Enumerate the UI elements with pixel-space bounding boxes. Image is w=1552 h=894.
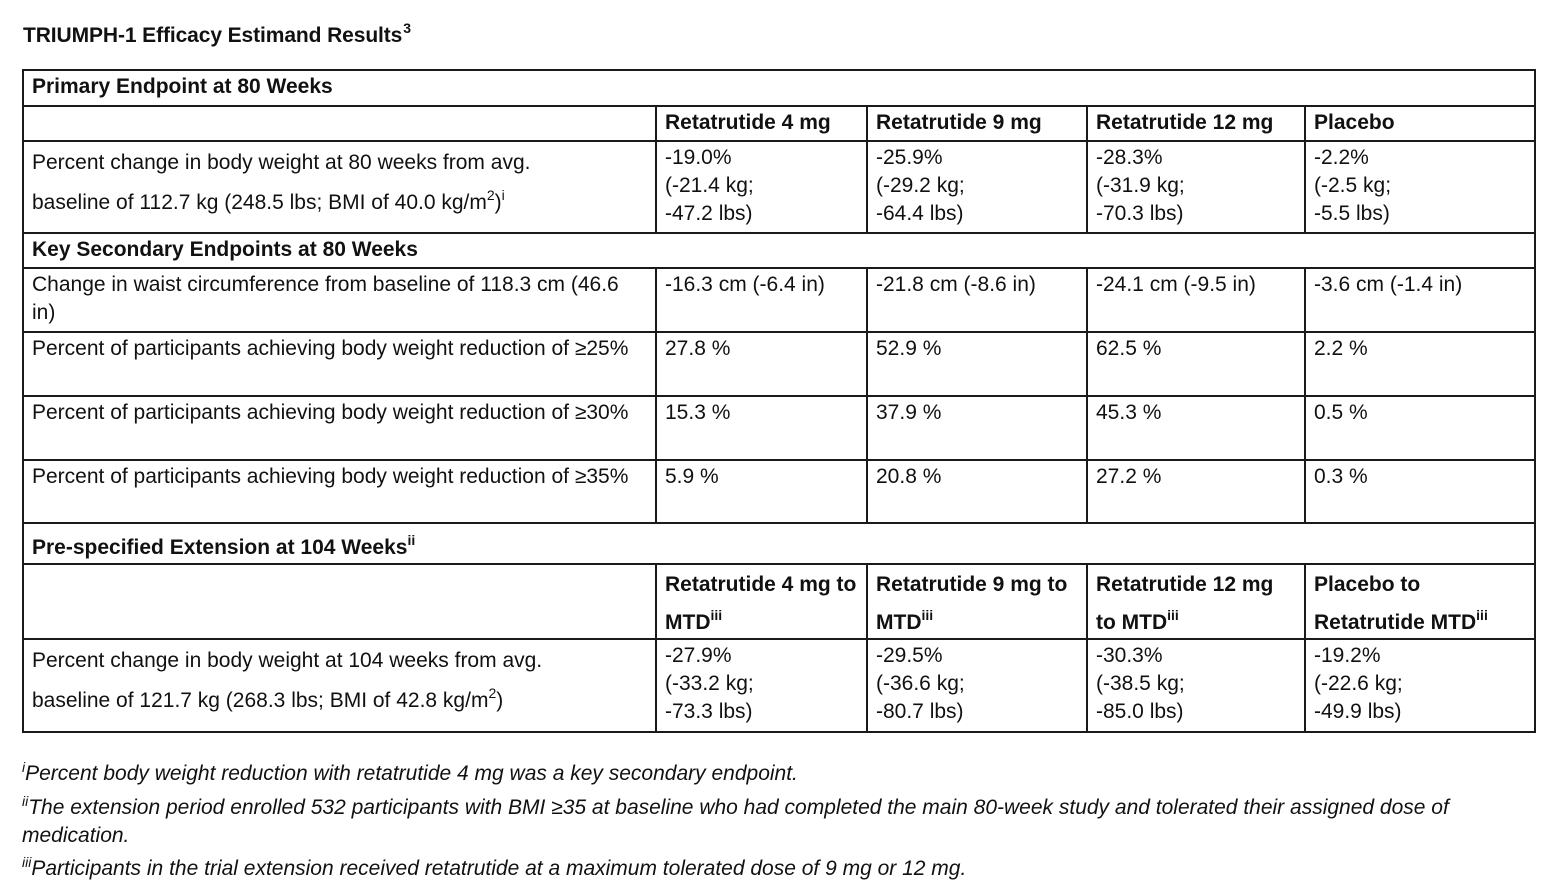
value-cell: 5.9 %	[656, 460, 867, 523]
header-retatrutide-9mg: Retatrutide 9 mg	[867, 106, 1087, 141]
value-cell: 2.2 %	[1305, 332, 1535, 396]
table-row	[23, 268, 1535, 332]
value-cell: -28.3% (-31.9 kg; -70.3 lbs)	[1087, 141, 1305, 233]
section-row-secondary	[23, 233, 1535, 268]
value-cell: 27.2 %	[1087, 460, 1305, 523]
page-title	[23, 20, 411, 48]
header-retatrutide-4mg-to-mtd: Retatrutide 4 mg to MTD$^{iii}$	[656, 564, 867, 639]
section-row-primary	[23, 70, 1535, 106]
value-cell: -29.5% (-36.6 kg; -80.7 lbs)	[867, 639, 1087, 732]
header-row-primary	[23, 106, 1535, 141]
value-cell: -19.2% (-22.6 kg; -49.9 lbs)	[1305, 639, 1535, 732]
header-retatrutide-9mg-to-mtd: Retatrutide 9 mg to MTD$^{iii}$	[867, 564, 1087, 639]
value-cell: 27.8 %	[656, 332, 867, 396]
footnote-ii: $^{ii}$The extension period enrolled 532 participants with BMI ≥35 at baseline who had completed the main 80-week study and tolerated their assigned dose of medication.	[22, 793, 1449, 847]
section-label-secondary: Key Secondary Endpoints at 80 Weeks	[23, 233, 1535, 268]
value-cell: 52.9 %	[867, 332, 1087, 396]
header-row-extension	[23, 564, 1535, 639]
value-cell: -16.3 cm (-6.4 in)	[656, 268, 867, 332]
value-cell: -30.3% (-38.5 kg; -85.0 lbs)	[1087, 639, 1305, 732]
footnote-ref-i: i	[501, 187, 505, 203]
value-cell: -25.9% (-29.2 kg; -64.4 lbs)	[867, 141, 1087, 233]
value-cell: -2.2% (-2.5 kg; -5.5 lbs)	[1305, 141, 1535, 233]
value-cell: 20.8 %	[867, 460, 1087, 523]
efficacy-results-table	[22, 69, 1536, 733]
page-title-text: TRIUMPH-1 Efficacy Estimand Results	[23, 24, 403, 47]
value-cell: 15.3 %	[656, 396, 867, 460]
header-retatrutide-4mg: Retatrutide 4 mg	[656, 106, 867, 141]
header-empty-cell	[23, 564, 656, 639]
value-cell: 37.9 %	[867, 396, 1087, 460]
section-row-extension	[23, 523, 1535, 564]
row-label: Change in waist circumference from baseline of 118.3 cm (46.6 in)	[23, 268, 656, 332]
value-cell: -21.8 cm (-8.6 in)	[867, 268, 1087, 332]
header-empty-cell	[23, 106, 656, 141]
footnote-i: $^i$Percent body weight reduction with retatrutide 4 mg was a key secondary endpoint.	[22, 759, 798, 785]
header-placebo-to-mtd: Placebo to Retatrutide MTD$^{iii}$	[1305, 564, 1535, 639]
table-row	[23, 332, 1535, 396]
header-retatrutide-12mg-to-mtd: Retatrutide 12 mg to MTD$^{iii}$	[1087, 564, 1305, 639]
value-cell: 0.5 %	[1305, 396, 1535, 460]
footnote-ref-ii: ii	[407, 532, 416, 548]
row-label: Percent of participants achieving body weight reduction of ≥25%	[23, 332, 656, 396]
row-label: Percent of participants achieving body weight reduction of ≥35%	[23, 460, 656, 523]
section-label-extension: Pre-specified Extension at 104 Weeks$^{ii}$	[23, 523, 1535, 564]
table-row-body-weight-80wk	[23, 141, 1535, 233]
title-reference-sup: 3	[403, 20, 411, 36]
footnote-iii: $^{iii}$Participants in the trial extension received retatrutide at a maximum tolerated dose of 9 mg or 12 mg.	[22, 854, 967, 880]
section-label-primary: Primary Endpoint at 80 Weeks	[23, 70, 1535, 106]
value-cell: -24.1 cm (-9.5 in)	[1087, 268, 1305, 332]
value-cell: 62.5 %	[1087, 332, 1305, 396]
value-cell: 0.3 %	[1305, 460, 1535, 523]
value-cell: -19.0% (-21.4 kg; -47.2 lbs)	[656, 141, 867, 233]
table-row	[23, 460, 1535, 523]
value-cell: -27.9% (-33.2 kg; -73.3 lbs)	[656, 639, 867, 732]
header-retatrutide-12mg: Retatrutide 12 mg	[1087, 106, 1305, 141]
table-row	[23, 396, 1535, 460]
header-placebo: Placebo	[1305, 106, 1535, 141]
row-label: Percent of participants achieving body weight reduction of ≥30%	[23, 396, 656, 460]
row-label-body-weight-80wk: Percent change in body weight at 80 weeks from avg. baseline of 112.7 kg (248.5 lbs; BMI of 40.0 $kg/m^2)^i$	[23, 141, 656, 233]
table-row-body-weight-104wk	[23, 639, 1535, 732]
value-cell: 45.3 %	[1087, 396, 1305, 460]
row-label-body-weight-104wk: Percent change in body weight at 104 weeks from avg. baseline of 121.7 kg (268.3 lbs; BMI of 42.8 $kg/m^2$)	[23, 639, 656, 732]
value-cell: -3.6 cm (-1.4 in)	[1305, 268, 1535, 332]
